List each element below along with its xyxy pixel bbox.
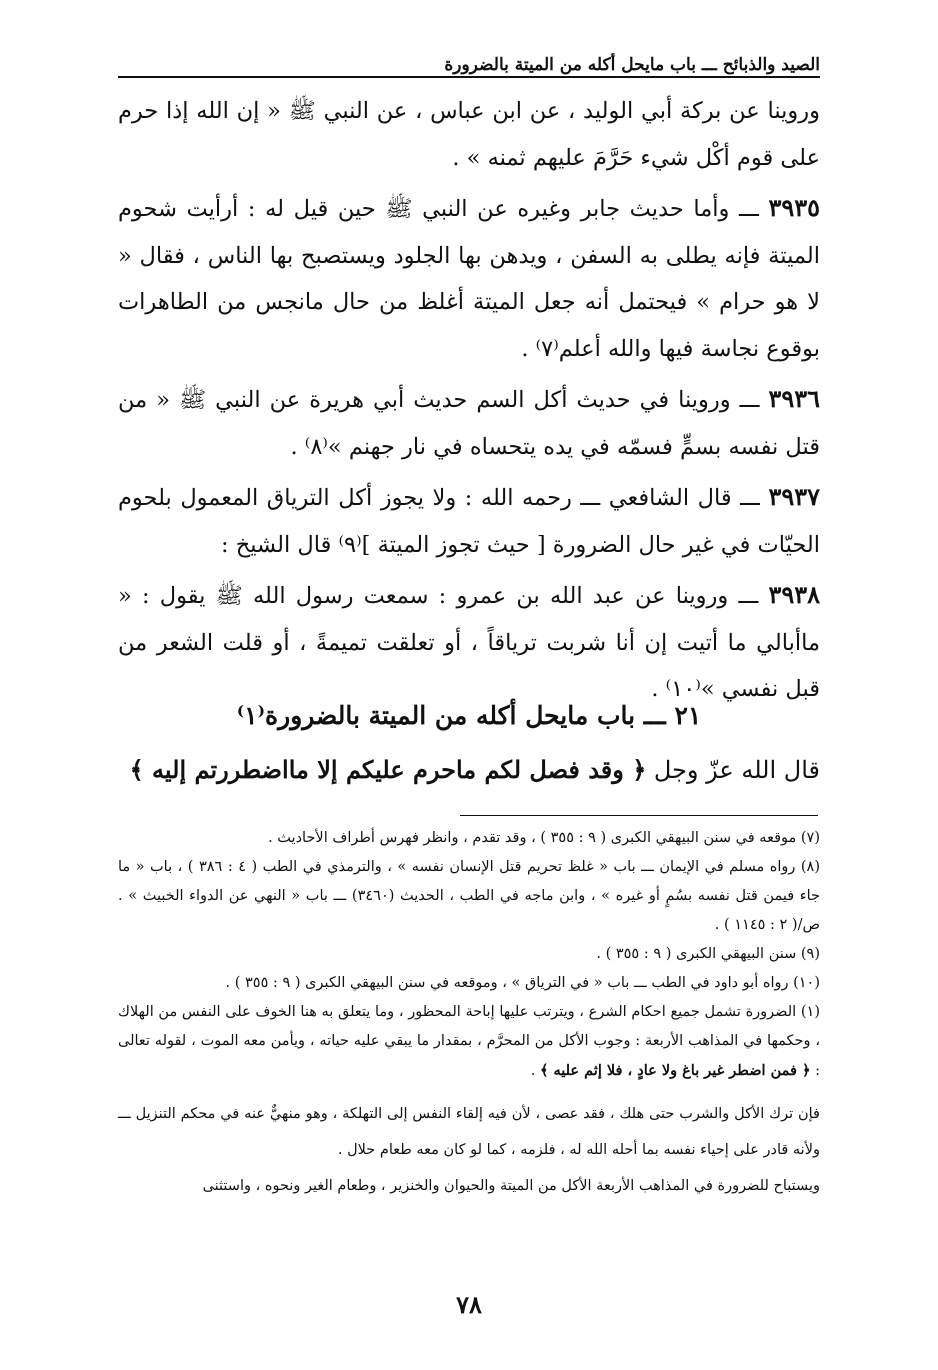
page-number: ٧٨: [456, 1290, 482, 1319]
header-rule: [118, 76, 820, 78]
hadith-number: ٣٩٣٧: [768, 482, 820, 511]
footnote-1: [118, 998, 820, 1086]
footnote-9: (٩) سنن البيهقي الكبرى ( ٩ : ٣٥٥ ) .: [596, 946, 820, 962]
hadith-text: ـــ قال الشافعي ـــ رحمه الله : ولا يجوز أكل الترياق المعمول بلحوم الحيّات في غير حال الضرورة [ حيث تجوز الميتة ]⁽٩⁾ قال الشيخ :: [118, 485, 820, 558]
hadith-text: ـــ وأما حديث جابر وغيره عن النبي ﷺ حين قيل له : أرأيت شحوم الميتة فإنه يطلى به السفن ، ويدهن بها الجلود ويستصبح بها الناس ، فقال « لا هو حرام » فيحتمل أنه جعل الميتة أغلظ من حال مانجس من الطاهرات بوقوع نجاسة فيها والله أعلم⁽٧⁾ .: [118, 196, 820, 362]
hadith-text: ـــ وروينا في حديث أكل السم حديث أبي هريرة عن النبي ﷺ « من قتل نفسه بسمٍّ فسمّه في يده يتحساه في نار جهنم »⁽٨⁾ .: [118, 387, 820, 460]
hadith-number: ٣٩٣٦: [768, 384, 820, 413]
footnote-end: .: [530, 1063, 540, 1079]
paragraph-continuation: [118, 88, 820, 181]
footnote-separator: [460, 815, 818, 816]
footnote-10: (١٠) رواه أبو داود في الطب ـــ باب « في الترياق » ، وموقعه في سنن البيهقي الكبرى ( ٩ : ٣٥٥ ) .: [225, 975, 820, 991]
verse-text: ﴿ وقد فصل لكم ماحرم عليكم إلا مااضطررتم إليه ﴾: [129, 755, 647, 784]
hadith-number: ٣٩٣٨: [768, 580, 820, 609]
footnote-quote: ﴿ فمن اضطر غير باغ ولا عادٍ ، فلا إثم عليه ﴾: [539, 1062, 811, 1079]
footnote-8: (٨) رواه مسلم في الإيمان ـــ باب « غلظ تحريم قتل الإنسان نفسه » ، والترمذي في الطب ( ٤ : ٣٨٦ ) ، باب « ما جاء فيمن قتل نفسه بسُمٍ أو غيره » ، وابن ماجه في الطب ، الحديث (٣٤٦٠) ـــ باب « النهي عن الدواء الخبيث » . ص/( ٢ : ١١٤٥ ) .: [118, 859, 821, 933]
running-header: الصيد والذبائح ـــ باب مايحل أكله من الميتة بالضرورة: [444, 55, 820, 75]
footnote-text: (١) الضرورة تشمل جميع احكام الشرع ، ويترتب عليها إباحة المحظور ، وما يتعلق به هنا الخوف على النفس من الهلاك ، وحكمها في المذاهب الأربعة : وجوب الأكل من المحرَّم ، بمقدار ما يبقي عليه حياته ، ويأمن معه الموت ، لقوله تعالى :: [118, 1004, 820, 1079]
hadith-3935: [118, 185, 820, 372]
chapter-heading: ٢١ ـــ باب مايحل أكله من الميتة بالضرورة⁽١⁾: [236, 701, 702, 730]
main-text: [118, 88, 820, 717]
paragraph-text: وروينا عن بركة أبي الوليد ، عن ابن عباس ، عن النبي ﷺ « إن الله إذا حرم على قوم أكْل شيء حَرَّمَ عليهم ثمنه » .: [118, 98, 820, 171]
footnote-1-continued-2: ويستباح للضرورة في المذاهب الأربعة الأكل من الميتة والحيوان والخنزير ، وطعام الغير ونحوه ، واستثنى: [202, 1178, 820, 1194]
verse-intro: قال الله عزّ وجل: [653, 756, 820, 784]
quran-verse-line: [118, 750, 820, 790]
hadith-3938: [118, 572, 820, 713]
spacer: [118, 1086, 820, 1096]
footnotes: [118, 824, 820, 1204]
hadith-3936: [118, 376, 820, 470]
hadith-text: ـــ وروينا عن عبد الله بن عمرو : سمعت رسول الله ﷺ يقول : « ماأبالي ما أتيت إن أنا شربت ترياقاً ، أو تعلقت تميمةً ، أو قلت الشعر من قبل نفسي »⁽١٠⁾ .: [118, 583, 820, 702]
hadith-number: ٣٩٣٥: [768, 193, 821, 222]
footnote-1-continued: فإن ترك الأكل والشرب حتى هلك ، فقد عصى ، لأن فيه إلقاء النفس إلى التهلكة ، وهو منهيٌّ عنه في محكم التنزيل ـــ ولأنه قادر على إحياء نفسه بما أحله الله له ، فلزمه ، كما لو كان معه طعام حلال .: [118, 1106, 820, 1158]
footnote-7: (٧) موقعه في سنن البيهقي الكبرى ( ٩ : ٣٥٥ ) ، وقد تقدم ، وانظر فهرس أطراف الأحاديث .: [268, 830, 820, 846]
hadith-3937: [118, 474, 820, 568]
